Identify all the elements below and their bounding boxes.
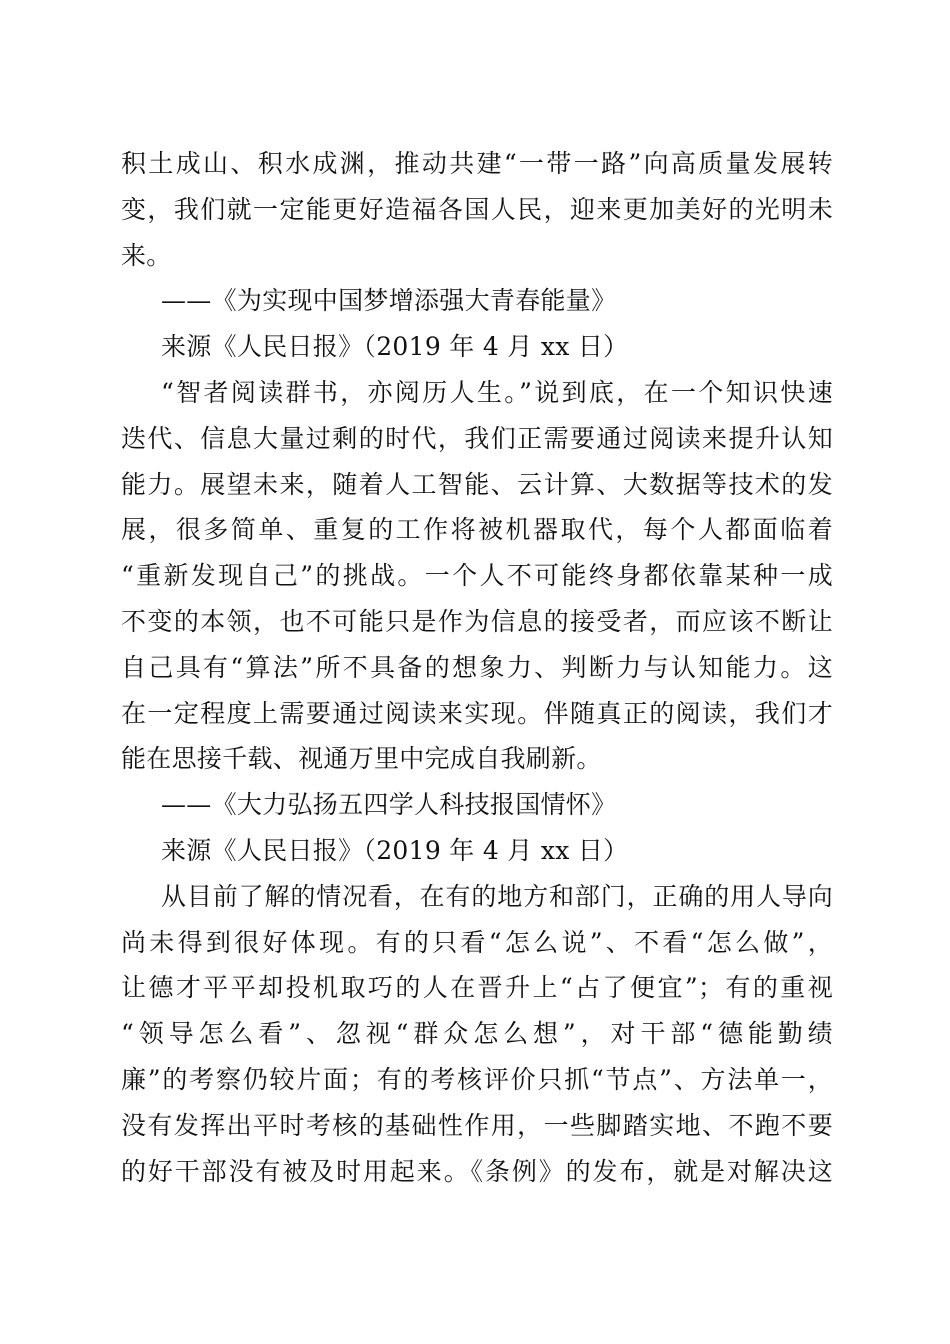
text-line: 从目前了解的情况看，在有的地方和部门，正确的用人导向: [161, 881, 833, 911]
document-page: [121, 141, 833, 1194]
text-line: 积土成山、积水成渊，推动共建“一带一路”向高质量发展转: [121, 149, 833, 178]
text-line: 不变的本领，也不可能只是作为信息的接受者，而应该不断让: [121, 606, 833, 636]
text-line: 廉”的考察仍较片面；有的考核评价只抓“节点”、方法单一，: [121, 1064, 833, 1094]
text-line: 能在思接千载、视通万里中完成自我刷新。: [121, 744, 602, 774]
text-line: 尚未得到很好体现。有的只看“怎么说”、不看“怎么做”，: [121, 927, 833, 957]
text-line: 展，很多简单、重复的工作将被机器取代，每个人都面临着: [121, 515, 833, 545]
text-line: 迭代、信息大量过剩的时代，我们正需要通过阅读来提升认知: [121, 423, 833, 453]
text-line: 变，我们就一定能更好造福各国人民，迎来更加美好的光明未: [121, 194, 833, 224]
text-line: 在一定程度上需要通过阅读来实现。伴随真正的阅读，我们才: [121, 698, 833, 728]
text-line: “智者阅读群书，亦阅历人生。”说到底，在一个知识快速: [161, 377, 833, 407]
text-line: “领导怎么看”、忽视“群众怎么想”，对干部“德能勤绩: [121, 1019, 833, 1049]
text-line: 的好干部没有被及时用起来。《条例》的发布，就是对解决这: [121, 1156, 833, 1186]
source-line: 来源《人民日报》（2019 年 4 月 xx 日）: [161, 835, 629, 865]
text-line: 没有发挥出平时考核的基础性作用，一些脚踏实地、不跑不要: [121, 1110, 833, 1140]
text-line: 自己具有“算法”所不具备的想象力、判断力与认知能力。这: [121, 652, 833, 682]
text-line: “重新发现自己”的挑战。一个人不可能终身都依靠某种一成: [121, 561, 833, 591]
text-line: 让德才平平却投机取巧的人在晋升上“占了便宜”；有的重视: [121, 973, 833, 1003]
article-title-line: ——《大力弘扬五四学人科技报国情怀》: [161, 790, 617, 820]
text-line: 能力。展望未来，随着人工智能、云计算、大数据等技术的发: [121, 469, 833, 499]
text-line: 来。: [121, 240, 172, 270]
article-title-line: ——《为实现中国梦增添强大青春能量》: [161, 286, 617, 316]
source-line: 来源《人民日报》（2019 年 4 月 xx 日）: [161, 332, 629, 362]
